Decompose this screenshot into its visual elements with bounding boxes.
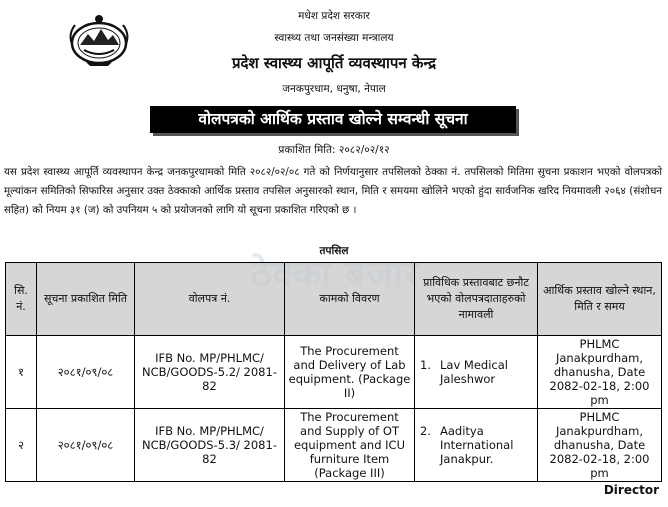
- col-header-bidders: प्राविधिक प्रस्तावबाट छनौट भएको वोलपत्रदाताहरुको नामावली: [415, 263, 538, 336]
- cell-sn: १: [6, 336, 37, 409]
- government-name: मधेश प्रदेश सरकार: [298, 10, 370, 22]
- bidder-number: 2.: [420, 424, 431, 438]
- col-header-date: सूचना प्रकाशित मिति: [37, 263, 135, 336]
- signatory: Director: [603, 483, 659, 497]
- bidder-name: Lav Medical Jaleshwor: [440, 358, 508, 386]
- cell-venue: PHLMC Janakpurdham, dhanusha, Date 2082-02-18, 2:00 pm: [538, 336, 662, 409]
- cell-bid-no: IFB No. MP/PHLMC/ NCB/GOODS-5.3/ 2081-82: [135, 409, 285, 482]
- table-row: [6, 409, 662, 482]
- cell-date: २०८१/०९/०८: [37, 336, 135, 409]
- cell-description: The Procurement and Supply of OT equipment and ICU furniture Item (Package III): [285, 409, 415, 482]
- cell-description: The Procurement and Delivery of Lab equipment. (Package II): [285, 336, 415, 409]
- cell-sn: २: [6, 409, 37, 482]
- cell-bid-no: IFB No. MP/PHLMC/ NCB/GOODS-5.2/ 2081-82: [135, 336, 285, 409]
- office-name: प्रदेश स्वास्थ्य आपूर्ति व्यवस्थापन केन्द्र: [231, 54, 437, 72]
- cell-bidders: [415, 409, 538, 482]
- cell-bidders: [415, 336, 538, 409]
- col-header-sn: सि. नं.: [6, 263, 37, 336]
- table-header-row: [6, 263, 662, 336]
- table-row: [6, 336, 662, 409]
- col-header-venue: आर्थिक प्रस्ताव खोल्ने स्थान, मिति र समय: [538, 263, 662, 336]
- schedule-table: [5, 262, 662, 482]
- bidder-number: 1.: [420, 358, 431, 372]
- cell-date: २०८१/०९/०८: [37, 409, 135, 482]
- notice-body: यस प्रदेश स्वास्थ्य आपूर्ति व्यवस्थापन केन्द्र जनकपुरधामको मिति २०८२/०२/०८ गते को निर्णयानुसार तपसिलको ठेक्का नं. तपसिलको मितिमा सुचना प्रकाशन भएको वोलपत्रको मूल्यांकन समितिको सिफारिस अनुसार उक्त ठेक्काको आर्थिक प्रस्ताव तपसिल अनुसारको स्थान, मिति र समयमा खोलिने भएको हुंदा सार्वजनिक खरिद नियमावली २०६४ (संशोधन सहित) को नियम ३१ (ज) को उपनियम ५ को प्रयोजनको लागि यो सूचना प्रकाशित गरिएको छ ।: [4, 166, 662, 216]
- col-header-description: कामको विवरण: [285, 263, 415, 336]
- notice-title-banner: [150, 106, 516, 133]
- ministry-name: स्वास्थ्य तथा जनसंख्या मन्त्रालय: [274, 32, 394, 44]
- col-header-bid-no: वोलपत्र नं.: [135, 263, 285, 336]
- notice-title: वोलपत्रको आर्थिक प्रस्ताव खोल्ने सम्वन्धी सूचना: [198, 110, 468, 128]
- table-label: तपसिल: [319, 245, 349, 257]
- cell-venue: PHLMC Janakpurdham, dhanusha, Date 2082-02-18, 2:00 pm: [538, 409, 662, 482]
- office-address: जनकपुरधाम, धनुषा, नेपाल: [282, 83, 386, 95]
- published-date: प्रकाशित मिति: २०८२/०२/१२: [278, 144, 390, 156]
- bidder-name: Aaditya International Janakpur.: [440, 424, 514, 466]
